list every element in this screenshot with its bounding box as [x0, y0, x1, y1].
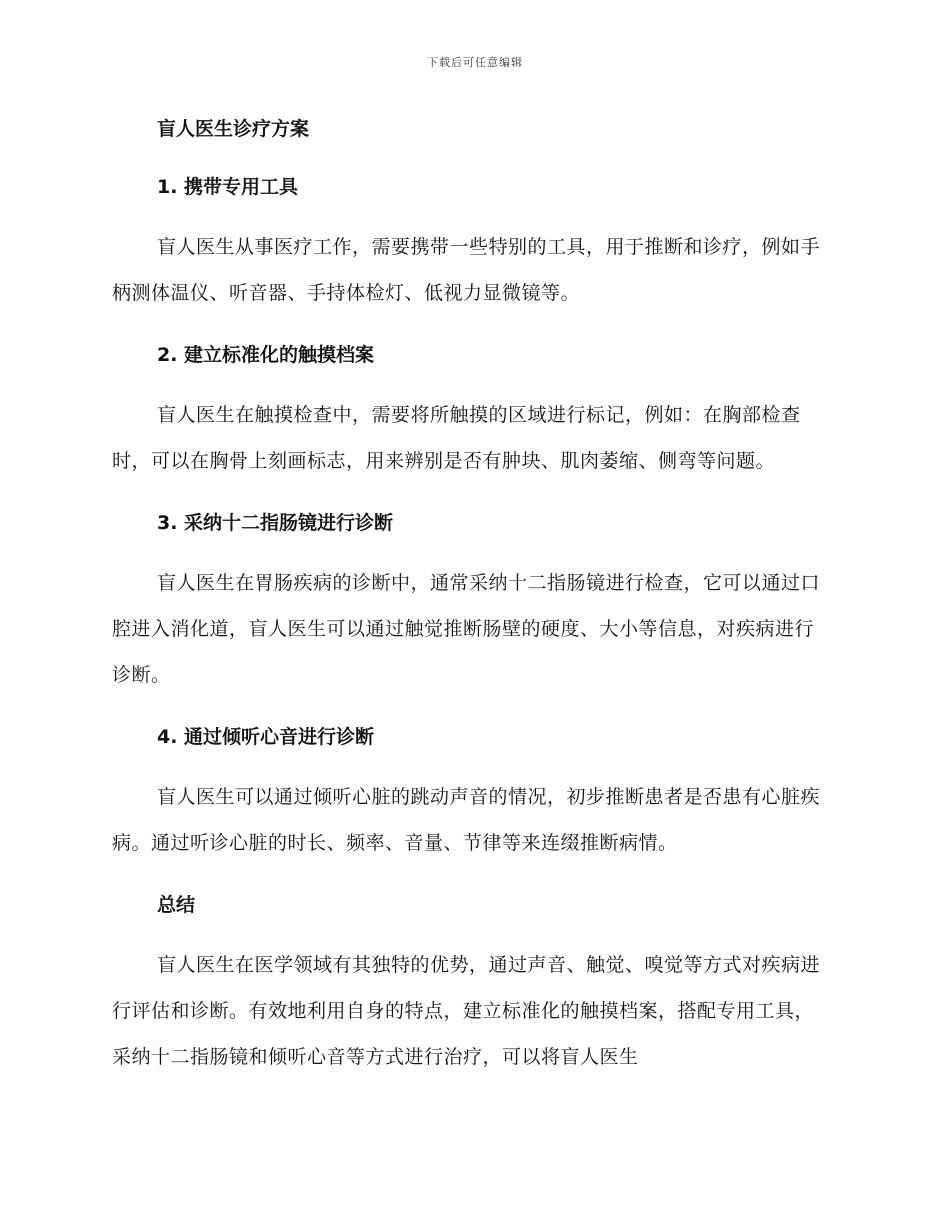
page-header-note: 下载后可任意编辑 — [427, 56, 523, 69]
section-paragraph-4: 盲人医生可以通过倾听心脏的跳动声音的情况，初步推断患者是否患有心脏疾病。通过听诊心脏的时长、频率、音量、节律等来连缀推断病情。 — [112, 786, 821, 854]
section-heading-3: 3. 采纳十二指肠镜进行诊断 — [157, 512, 394, 534]
section-paragraph-1: 盲人医生从事医疗工作，需要携带一些特别的工具，用于推断和诊疗，例如手柄测体温仪、听音器、手持体检灯、低视力显微镜等。 — [112, 236, 821, 304]
document-body — [112, 112, 832, 1080]
section-heading-2: 2. 建立标准化的触摸档案 — [157, 344, 375, 366]
section-paragraph-summary: 盲人医生在医学领域有其独特的优势，通过声音、触觉、嗅觉等方式对疾病进行评估和诊断。有效地利用自身的特点，建立标准化的触摸档案，搭配专用工具，采纳十二指肠镜和倾听心音等方式进行治疗，可以将盲人医生 — [112, 954, 821, 1068]
section-heading-4: 4. 通过倾听心音进行诊断 — [157, 726, 375, 748]
section-heading-1: 1. 携带专用工具 — [157, 176, 299, 198]
section-paragraph-2: 盲人医生在触摸检查中，需要将所触摸的区域进行标记，例如：在胸部检查时，可以在胸骨上刻画标志，用来辨别是否有肿块、肌肉萎缩、侧弯等问题。 — [112, 404, 801, 472]
document-title: 盲人医生诊疗方案 — [157, 118, 310, 140]
section-heading-summary: 总结 — [157, 894, 196, 916]
section-paragraph-3: 盲人医生在胃肠疾病的诊断中，通常采纳十二指肠镜进行检查，它可以通过口腔进入消化道，盲人医生可以通过触觉推断肠壁的硬度、大小等信息，对疾病进行诊断。 — [112, 572, 821, 686]
